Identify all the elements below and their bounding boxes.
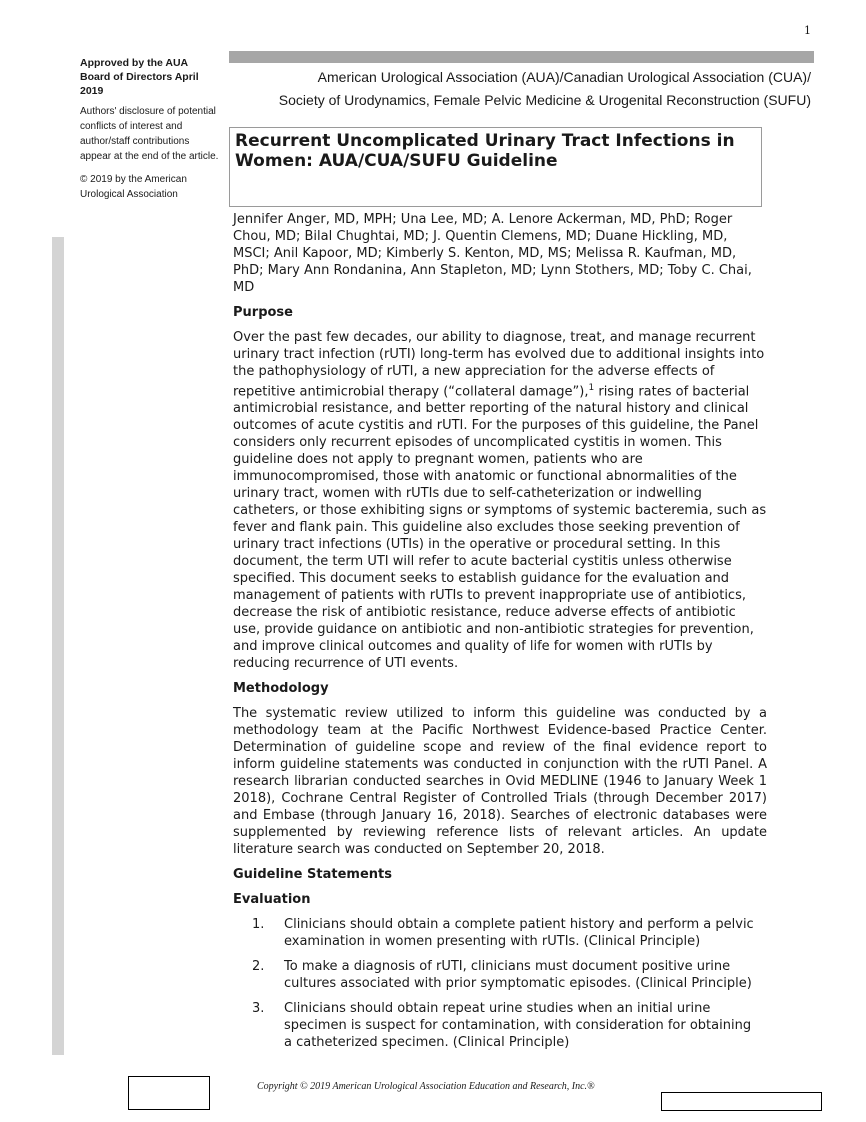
disclosure-note: Authors' disclosure of potential conflicts of interest and author/staff contributions appear at the end of the article. bbox=[80, 106, 219, 162]
footer-box-right bbox=[661, 1092, 822, 1111]
statement-number: 2. bbox=[252, 959, 265, 975]
statement-text: Clinicians should obtain a complete patient history and perform a pelvic examination in women presenting with rUTIs. (Clinical Principle) bbox=[284, 917, 754, 950]
purpose-text bbox=[233, 329, 767, 672]
purpose-text-part-1: Over the past few decades, our ability to diagnose, treat, and manage recurrent urinary tract infection (rUTI) long-term has evolved due to additional insights into the pathophysiology of rUTI, a new appreciation for the adverse effects of repetitive antimicrobial therapy (“collateral damage”), bbox=[233, 330, 765, 400]
page-number: 1 bbox=[804, 24, 811, 37]
methodology-text: The systematic review utilized to inform this guideline was conducted by a methodology team at the Pacific Northwest Evidence-based Practice Center. Determination of guideline scope and review of the final evidence report to inform guideline statements was conducted in conjunction with the rUTI Panel. A research librarian conducted searches in Ovid MEDLINE (1946 to January Week 1 2018), Cochrane Central Register of Controlled Trials (through December 2017) and Embase (through January 16, 2018). Searches of electronic databases were supplemented by reviewing reference lists of relevant articles. An update literature search was conducted on September 20, 2018. bbox=[233, 706, 767, 858]
association-line-1: American Urological Association (AUA)/Canadian Urological Association (CUA)/ bbox=[317, 69, 811, 85]
statement-number: 3. bbox=[252, 1001, 265, 1017]
approval-note: Approved by the AUA Board of Directors April 2019 bbox=[80, 57, 199, 97]
statement-text: Clinicians should obtain repeat urine studies when an initial urine specimen is suspect for contamination, with consideration for obtaining a catheterized specimen. (Clinical Principle) bbox=[284, 1001, 752, 1051]
authors: Jennifer Anger, MD, MPH; Una Lee, MD; A. Lenore Ackerman, MD, PhD; Roger Chou, MD; Bilal Chughtai, MD; J. Quentin Clemens, MD; Duane Hickling, MD, MSCI; Anil Kapoor, MD; Kimberly S. Kenton, MD, MS; Melissa R. Kaufman, MD, PhD; Mary Ann Rondanina, Ann Stapleton, MD; Lynn Stothers, MD; Toby C. Chai, MD bbox=[233, 212, 752, 295]
reference-1[interactable]: 1 bbox=[588, 383, 595, 393]
guideline-statements-heading: Guideline Statements bbox=[233, 867, 392, 883]
association-line-2: Society of Urodynamics, Female Pelvic Medicine & Urogenital Reconstruction (SUFU) bbox=[278, 92, 811, 108]
footer-box-left bbox=[128, 1076, 210, 1110]
evaluation-heading: Evaluation bbox=[233, 892, 311, 908]
statement-text: To make a diagnosis of rUTI, clinicians must document positive urine cultures associated with prior symptomatic episodes. (Clinical Principle) bbox=[284, 959, 752, 992]
statement-number: 1. bbox=[252, 917, 265, 933]
methodology-heading: Methodology bbox=[233, 681, 329, 697]
evaluation-statements bbox=[233, 916, 767, 1051]
header-rule bbox=[229, 51, 814, 63]
article-title: Recurrent Uncomplicated Urinary Tract Infections in Women: AUA/CUA/SUFU Guideline bbox=[235, 131, 735, 171]
margin-bar bbox=[52, 237, 64, 1055]
sidebar bbox=[80, 56, 220, 202]
association-header bbox=[229, 66, 811, 112]
main-content bbox=[233, 211, 767, 1059]
statement-item bbox=[233, 916, 767, 950]
title-box bbox=[229, 127, 762, 207]
footer-copyright: Copyright © 2019 American Urological Association Education and Research, Inc.® bbox=[257, 1081, 595, 1092]
purpose-heading: Purpose bbox=[233, 305, 293, 320]
statement-item bbox=[233, 958, 767, 992]
statement-item bbox=[233, 1000, 767, 1051]
purpose-text-part-2: rising rates of bacterial antimicrobial resistance, and better reporting of the natural history and clinical outcomes of acute cystitis and rUTI. For the purposes of this guideline, the Panel considers only recurrent episodes of uncomplicated cystitis in women. This guideline does not apply to pregnant women, patients who are immunocompromised, those with anatomic or functional abnormalities of the urinary tract, women with rUTIs due to self-catheterization or indwelling catheters, or those exhibiting signs or symptoms of systemic bacteremia, such as fever and flank pain. This guideline also excludes those seeking prevention of urinary tract infections (UTIs) in the operative or procedural setting. In this document, the term UTI will refer to acute bacterial cystitis unless otherwise specified. This document seeks to establish guidance for the evaluation and management of patients with rUTIs to prevent inappropriate use of antibiotics, decrease the risk of antibiotic resistance, reduce adverse effects of antibiotic use, provide guidance on antibiotic and non-antibiotic strategies for prevention, and improve clinical outcomes and quality of life for women with rUTIs by reducing recurrence of UTI events. bbox=[233, 384, 767, 672]
sidebar-copyright: © 2019 by the American Urological Association bbox=[80, 174, 187, 200]
